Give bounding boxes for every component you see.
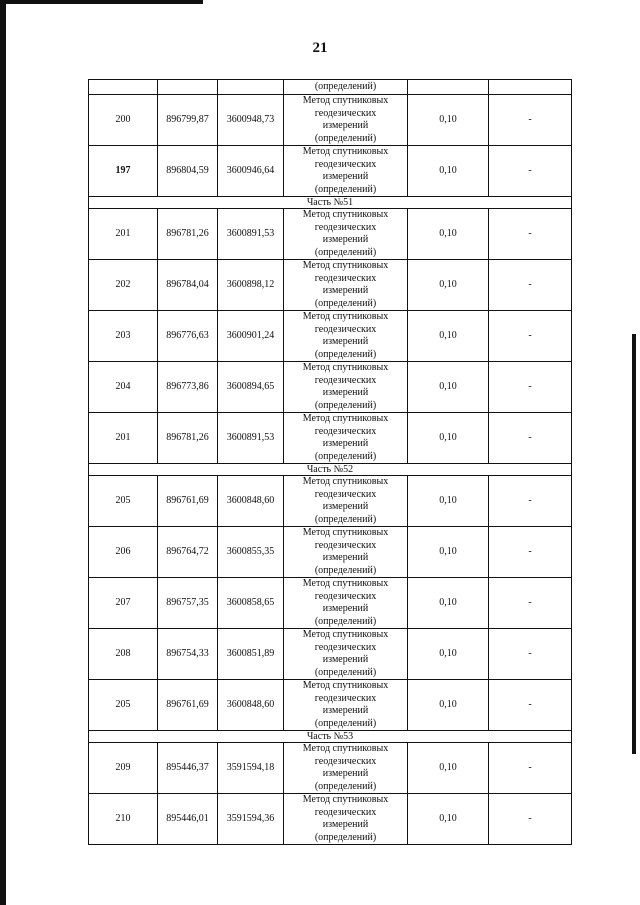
section-header-row xyxy=(89,197,572,209)
table-row xyxy=(89,95,572,146)
cell-accuracy: 0,10 xyxy=(408,629,489,680)
method-line: измерений xyxy=(322,120,369,131)
method-line: геодезических xyxy=(314,221,377,233)
cell-empty xyxy=(158,80,218,95)
cell-y-coordinate: 3600894,65 xyxy=(218,362,284,413)
section-header-label: Часть №51 xyxy=(89,197,572,209)
cell-method-continuation: (определений) xyxy=(284,80,408,95)
cell-x-coordinate: 896781,26 xyxy=(158,413,218,464)
method-line: (определений) xyxy=(314,564,377,576)
cell-dash: - xyxy=(489,209,572,260)
cell-y-coordinate: 3591594,18 xyxy=(218,743,284,794)
cell-point-number: 197 xyxy=(89,146,158,197)
page-number: 21 xyxy=(312,40,328,56)
cell-y-coordinate: 3600948,73 xyxy=(218,95,284,146)
method-line: геодезических xyxy=(314,641,377,653)
table-row xyxy=(89,794,572,845)
cell-x-coordinate: 896784,04 xyxy=(158,260,218,311)
method-line: Метод спутниковых xyxy=(302,209,389,220)
cell-accuracy: 0,10 xyxy=(408,311,489,362)
cell-method xyxy=(284,209,408,260)
cell-point-number: 200 xyxy=(89,95,158,146)
cell-accuracy: 0,10 xyxy=(408,413,489,464)
table-row xyxy=(89,527,572,578)
cell-x-coordinate: 896757,35 xyxy=(158,578,218,629)
method-line: (определений) xyxy=(314,513,377,525)
method-line: измерений xyxy=(322,285,369,296)
cell-accuracy: 0,10 xyxy=(408,743,489,794)
cell-y-coordinate: 3600891,53 xyxy=(218,413,284,464)
cell-point-number: 205 xyxy=(89,476,158,527)
method-line: измерений xyxy=(322,819,369,830)
cell-accuracy: 0,10 xyxy=(408,527,489,578)
cell-point-number: 201 xyxy=(89,413,158,464)
cell-method xyxy=(284,362,408,413)
table-row xyxy=(89,362,572,413)
cell-empty xyxy=(408,80,489,95)
method-line: Метод спутниковых xyxy=(302,362,389,373)
method-line: Метод спутниковых xyxy=(302,146,389,157)
cell-y-coordinate: 3600891,53 xyxy=(218,209,284,260)
cell-y-coordinate: 3600848,60 xyxy=(218,476,284,527)
method-line: Метод спутниковых xyxy=(302,476,389,487)
method-line: Метод спутниковых xyxy=(302,680,389,691)
cell-method xyxy=(284,311,408,362)
cell-x-coordinate: 896754,33 xyxy=(158,629,218,680)
cell-point-number: 210 xyxy=(89,794,158,845)
method-line: геодезических xyxy=(314,272,377,284)
method-line: (определений) xyxy=(314,297,377,309)
method-line: (определений) xyxy=(314,831,377,843)
method-line: геодезических xyxy=(314,158,377,170)
method-line: (определений) xyxy=(314,132,377,144)
cell-y-coordinate: 3600946,64 xyxy=(218,146,284,197)
cell-accuracy: 0,10 xyxy=(408,362,489,413)
cell-point-number: 205 xyxy=(89,680,158,731)
scan-edge-left xyxy=(0,4,6,905)
cell-accuracy: 0,10 xyxy=(408,95,489,146)
cell-method xyxy=(284,413,408,464)
cell-method xyxy=(284,794,408,845)
cell-y-coordinate: 3600898,12 xyxy=(218,260,284,311)
cell-empty xyxy=(489,80,572,95)
cell-empty xyxy=(218,80,284,95)
method-line: геодезических xyxy=(314,374,377,386)
cell-method xyxy=(284,743,408,794)
cell-accuracy: 0,10 xyxy=(408,794,489,845)
cell-method xyxy=(284,146,408,197)
method-line: Метод спутниковых xyxy=(302,629,389,640)
cell-dash: - xyxy=(489,527,572,578)
method-line: измерений xyxy=(322,387,369,398)
method-line: измерений xyxy=(322,234,369,245)
cell-x-coordinate: 896776,63 xyxy=(158,311,218,362)
cell-x-coordinate: 896804,59 xyxy=(158,146,218,197)
cell-y-coordinate: 3600901,24 xyxy=(218,311,284,362)
method-line: измерений xyxy=(322,171,369,182)
table-row xyxy=(89,413,572,464)
cell-x-coordinate: 895446,01 xyxy=(158,794,218,845)
cell-x-coordinate: 895446,37 xyxy=(158,743,218,794)
method-line: измерений xyxy=(322,705,369,716)
table-row xyxy=(89,476,572,527)
cell-point-number: 201 xyxy=(89,209,158,260)
cell-accuracy: 0,10 xyxy=(408,260,489,311)
method-line: геодезических xyxy=(314,539,377,551)
table-row xyxy=(89,680,572,731)
method-line: (определений) xyxy=(314,399,377,411)
cell-dash: - xyxy=(489,95,572,146)
table-row xyxy=(89,578,572,629)
cell-dash: - xyxy=(489,260,572,311)
method-line: Метод спутниковых xyxy=(302,743,389,754)
method-line: Метод спутниковых xyxy=(302,95,389,106)
section-header-row xyxy=(89,731,572,743)
method-line: измерений xyxy=(322,501,369,512)
cell-method xyxy=(284,260,408,311)
cell-method xyxy=(284,578,408,629)
cell-accuracy: 0,10 xyxy=(408,578,489,629)
cell-dash: - xyxy=(489,146,572,197)
method-line: геодезических xyxy=(314,107,377,119)
cell-point-number: 208 xyxy=(89,629,158,680)
cell-point-number: 206 xyxy=(89,527,158,578)
cell-point-number: 209 xyxy=(89,743,158,794)
cell-dash: - xyxy=(489,362,572,413)
method-line: геодезических xyxy=(314,488,377,500)
cell-dash: - xyxy=(489,311,572,362)
table-row xyxy=(89,311,572,362)
cell-y-coordinate: 3600851,89 xyxy=(218,629,284,680)
method-line: (определений) xyxy=(314,183,377,195)
method-line: (определений) xyxy=(314,246,377,258)
method-line: измерений xyxy=(322,603,369,614)
cell-method xyxy=(284,680,408,731)
cell-y-coordinate: 3600855,35 xyxy=(218,527,284,578)
cell-dash: - xyxy=(489,629,572,680)
cell-y-coordinate: 3600858,65 xyxy=(218,578,284,629)
coordinates-table xyxy=(88,79,572,845)
method-line: (определений) xyxy=(314,348,377,360)
cell-dash: - xyxy=(489,794,572,845)
cell-point-number: 203 xyxy=(89,311,158,362)
method-line: (определений) xyxy=(314,717,377,729)
method-line: Метод спутниковых xyxy=(302,794,389,805)
method-line: Метод спутниковых xyxy=(302,578,389,589)
scan-edge-top xyxy=(0,0,203,4)
cell-point-number: 202 xyxy=(89,260,158,311)
cell-method xyxy=(284,95,408,146)
cell-accuracy: 0,10 xyxy=(408,209,489,260)
method-line: геодезических xyxy=(314,755,377,767)
coordinates-table-body xyxy=(89,80,572,845)
table-row xyxy=(89,260,572,311)
cell-dash: - xyxy=(489,743,572,794)
cell-accuracy: 0,10 xyxy=(408,680,489,731)
method-line: (определений) xyxy=(314,450,377,462)
method-line: геодезических xyxy=(314,323,377,335)
cell-method xyxy=(284,476,408,527)
cell-y-coordinate: 3591594,36 xyxy=(218,794,284,845)
cell-x-coordinate: 896764,72 xyxy=(158,527,218,578)
cell-x-coordinate: 896799,87 xyxy=(158,95,218,146)
method-line: геодезических xyxy=(314,590,377,602)
cell-y-coordinate: 3600848,60 xyxy=(218,680,284,731)
method-line: Метод спутниковых xyxy=(302,311,389,322)
section-header-row xyxy=(89,464,572,476)
table-row xyxy=(89,629,572,680)
cell-method xyxy=(284,527,408,578)
scan-edge-right xyxy=(632,334,636,754)
section-header-label: Часть №52 xyxy=(89,464,572,476)
cell-method xyxy=(284,629,408,680)
table-row xyxy=(89,209,572,260)
table-row xyxy=(89,146,572,197)
cell-point-number: 207 xyxy=(89,578,158,629)
table-row-continuation xyxy=(89,80,572,95)
section-header-label: Часть №53 xyxy=(89,731,572,743)
method-line: Метод спутниковых xyxy=(302,260,389,271)
cell-empty xyxy=(89,80,158,95)
method-line: измерений xyxy=(322,438,369,449)
cell-dash: - xyxy=(489,476,572,527)
cell-dash: - xyxy=(489,680,572,731)
method-line: Метод спутниковых xyxy=(302,413,389,424)
cell-accuracy: 0,10 xyxy=(408,476,489,527)
method-line: геодезических xyxy=(314,425,377,437)
method-line: измерений xyxy=(322,552,369,563)
method-line: Метод спутниковых xyxy=(302,527,389,538)
cell-dash: - xyxy=(489,413,572,464)
method-line: измерений xyxy=(322,768,369,779)
cell-x-coordinate: 896761,69 xyxy=(158,476,218,527)
cell-x-coordinate: 896761,69 xyxy=(158,680,218,731)
cell-point-number: 204 xyxy=(89,362,158,413)
cell-dash: - xyxy=(489,578,572,629)
method-line: (определений) xyxy=(314,615,377,627)
method-line: измерений xyxy=(322,336,369,347)
cell-x-coordinate: 896781,26 xyxy=(158,209,218,260)
method-line: геодезических xyxy=(314,692,377,704)
method-line: измерений xyxy=(322,654,369,665)
cell-accuracy: 0,10 xyxy=(408,146,489,197)
method-line: (определений) xyxy=(314,666,377,678)
method-line: (определений) xyxy=(314,780,377,792)
cell-x-coordinate: 896773,86 xyxy=(158,362,218,413)
table-row xyxy=(89,743,572,794)
method-line: геодезических xyxy=(314,806,377,818)
